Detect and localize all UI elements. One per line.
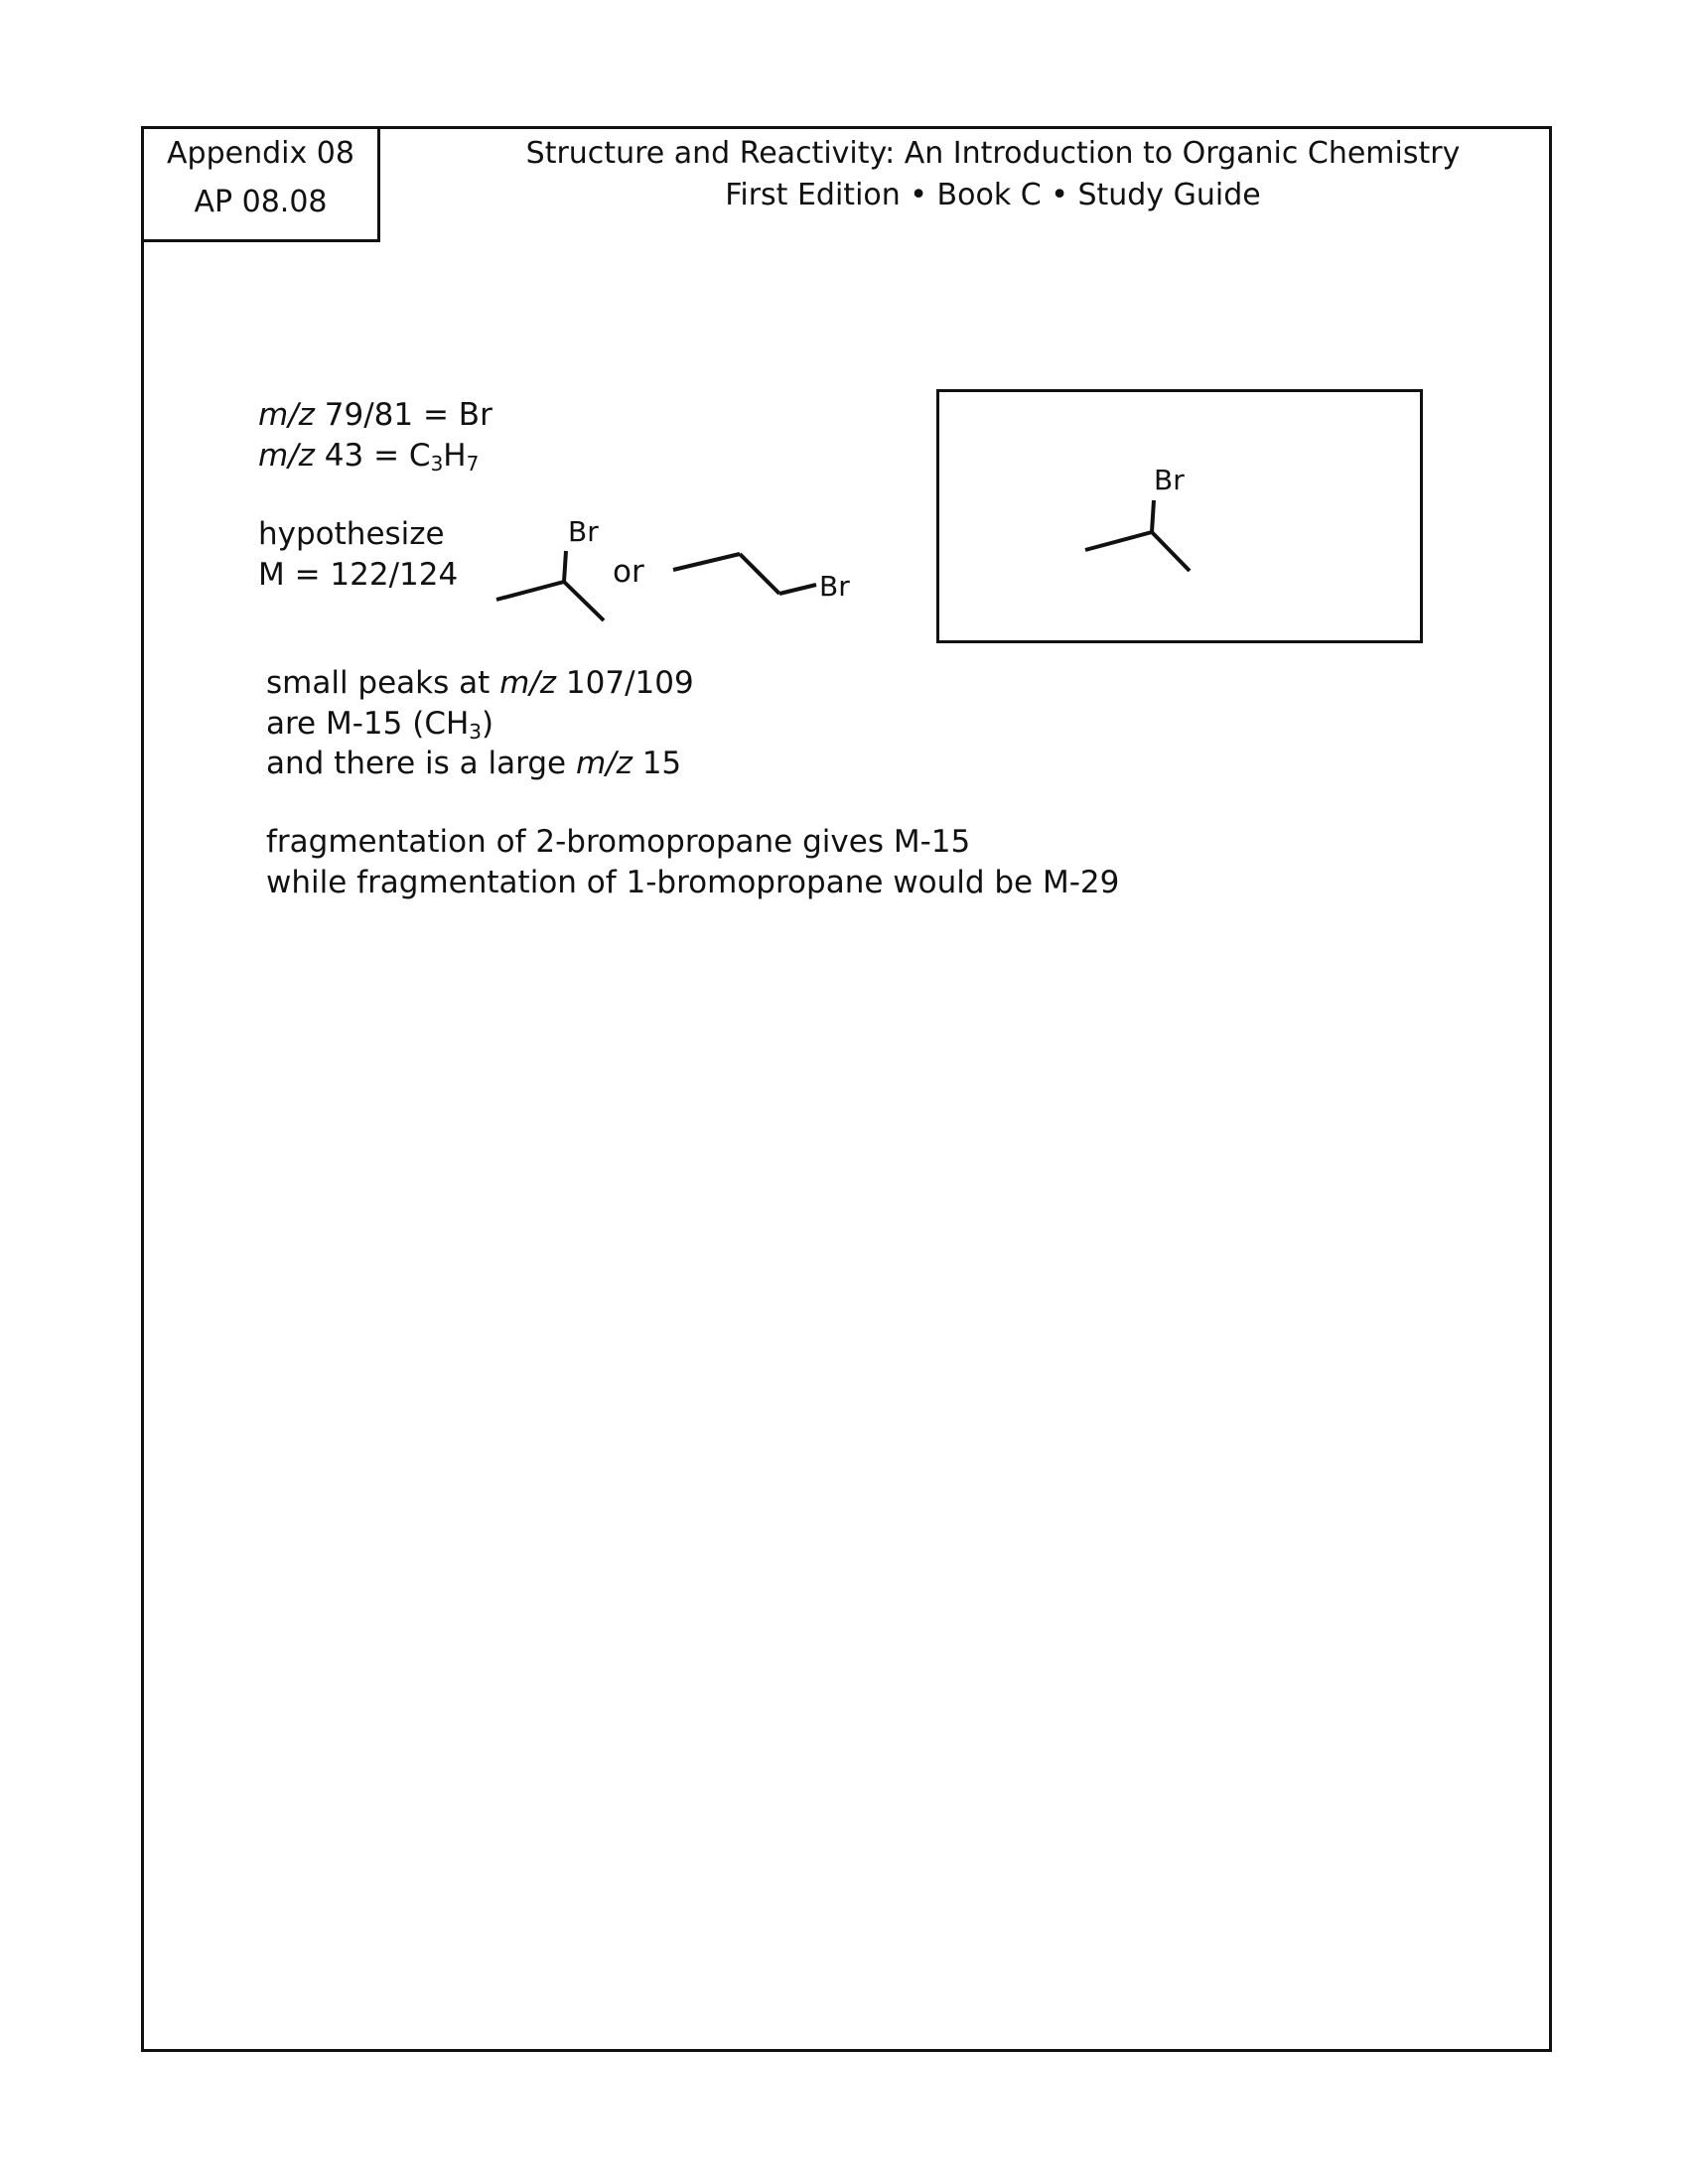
mz-label: m/z xyxy=(575,746,633,781)
fragmentation-line-2: while fragmentation of 1-bromopropane would be M-29 xyxy=(266,865,1120,900)
small-peaks-value: 107/109 xyxy=(556,665,694,701)
small-peaks-line xyxy=(266,665,694,701)
mz-label: m/z xyxy=(499,665,557,701)
m15-text: ) xyxy=(482,706,494,742)
subscript: 3 xyxy=(430,452,444,476)
subscript: 3 xyxy=(469,720,483,744)
hypothesize-text: hypothesize xyxy=(258,516,445,552)
book-title: Structure and Reactivity: An Introduction to Organic Chemistry xyxy=(525,136,1461,171)
page-code: AP 08.08 xyxy=(194,185,328,219)
m15-text: are M-15 (CH xyxy=(266,706,470,742)
bromine-label: Br xyxy=(568,515,599,548)
page-header xyxy=(437,133,1549,216)
mz-c3h7-text: 43 = C xyxy=(314,438,431,474)
large-peak-text: and there is a large xyxy=(266,746,576,781)
answer-box xyxy=(936,389,1423,643)
subscript: 7 xyxy=(466,452,480,476)
mz-c3h7-text: H xyxy=(443,438,467,474)
mz-label: m/z xyxy=(258,438,315,474)
or-text: or xyxy=(613,554,644,590)
bond-line xyxy=(564,551,566,582)
mz-c3h7-line xyxy=(258,438,479,474)
fragmentation-line-1: fragmentation of 2-bromopropane gives M-15 xyxy=(266,824,971,860)
large-peak-line xyxy=(266,746,681,781)
bromine-label: Br xyxy=(819,570,850,603)
bond-line xyxy=(1152,500,1154,532)
mz-br-line xyxy=(258,397,492,433)
appendix-tab xyxy=(141,126,380,242)
m15-line xyxy=(266,706,493,742)
appendix-label: Appendix 08 xyxy=(167,136,354,171)
edition-line: First Edition • Book C • Study Guide xyxy=(725,178,1261,212)
bromine-label: Br xyxy=(1154,464,1185,496)
mz-br-value: 79/81 = Br xyxy=(314,397,492,433)
molecular-mass-text: M = 122/124 xyxy=(258,557,459,593)
large-peak-value: 15 xyxy=(632,746,682,781)
mz-label: m/z xyxy=(258,397,315,433)
small-peaks-text: small peaks at xyxy=(266,665,500,701)
